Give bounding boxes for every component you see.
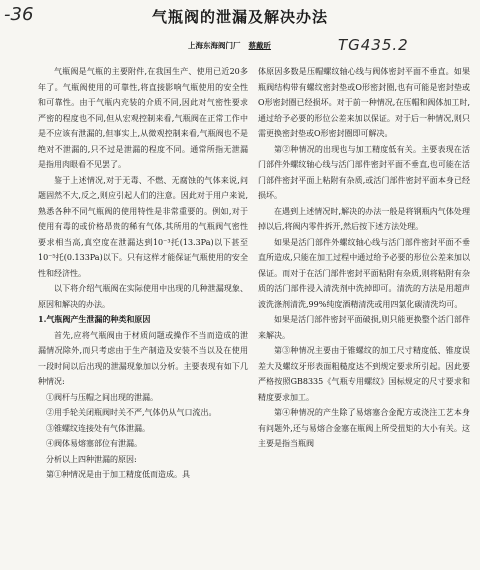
paragraph: 第②种情况的出现也与加工精度低有关。主要表现在活门部件外螺纹轴心线与活门部件密封平面不垂直,也可能在活门部件密封平面上粘附有杂质,或活门部件密封平面本身已经损坏。 xyxy=(258,144,470,200)
paragraph: 首先,应将气瓶阀由于材质问题或操作不当而造成的泄漏情况除外,而只考虑由于生产制造及安装不当以及在使用一段时间以后出现的泄漏现象加以分析。主要表现有如下几种情况: xyxy=(38,330,248,386)
paragraph: 以下将介绍气瓶阀在实际使用中出现的几种泄漏现象、原因和解决的办法。 xyxy=(38,284,248,309)
list-item: ①阀杆与压帽之间出现的泄漏。 xyxy=(46,392,158,402)
byline-author: 蔡戴昕 xyxy=(248,41,271,50)
paragraph: 在遇到上述情况时,解决的办法一般是将钢瓶内气体处理掉以后,将阀内零件拆开,然后按下述方法处理。 xyxy=(258,206,470,231)
right-column xyxy=(258,64,470,452)
list-item: ④阀体易熔塞部位有泄漏。 xyxy=(46,439,142,448)
handwritten-classification-code: TG435.2 xyxy=(338,36,409,54)
list-item: ③锥螺纹连接处有气体泄漏。 xyxy=(46,423,150,433)
left-column xyxy=(38,64,248,483)
article-title: 气瓶阀的泄漏及解决办法 xyxy=(151,8,328,26)
paragraph: 如果是活门部件外螺纹轴心线与活门部件密封平面不垂直所造成,只能在加工过程中通过给予必要的形位公差来加以保证。而对于在活门部件密封平面粘附有杂质,则将粘附有杂质的活门部件浸入清洗剂中洗掉即可。清洗的方法是用超声波洗涤剂清洗,99%纯度酒精清洗或用四氯化碳清洗均可。 xyxy=(258,237,470,309)
paragraph: 第①种情况是由于加工精度低而造成。具 xyxy=(46,470,190,479)
paragraph: 第④种情况的产生除了易熔塞合金配方或浇注工艺本身有问题外,还与易熔合金塞在瓶阀上所受扭矩的大小有关。这主要是指当瓶阀 xyxy=(258,408,470,448)
paragraph: 气瓶阀是气瓶的主要附件,在我国生产、使用已近20多年了。气瓶阀使用的可靠性,将直接影响气瓶使用的安全性和可靠性。由于气瓶内充装的介质不同,因此对气密性要求严密的程度也不同,但从宏观控制来看,气瓶阀在正常工作中是不应该有泄漏的,但事实上,从微观控制来看,气瓶阀也不是绝对不泄漏的,只不过是泄漏的程度不同。通常所指无泄漏是指用肉眼看不见罢了。 xyxy=(38,67,248,169)
paragraph: 鉴于上述情况,对于无毒、不燃、无腐蚀的气体来说,问题固然不大,反之,则应引起人们的注意。因此对于用户来说,熟悉各种不同气瓶阀的使用特性是非常重要的。例如,对于使用有毒的或价格昂贵的稀有气体,其所用的气瓶阀气密性要求相当高,真空度在泄漏达到10⁻³托(13.3Pa)以下甚至10⁻⁵托(0.133Pa)以下。只有这样才能保证气瓶使用的安全性和经济性。 xyxy=(38,175,248,278)
paragraph: 第③种情况主要由于锥螺纹的加工尺寸精度低、锥度误差大及螺纹牙形表面粗糙度达不到规定要求所引起。因此要严格按照GB8335《气瓶专用螺纹》国标规定的尺寸要求和精度要求加工。 xyxy=(258,346,470,402)
paragraph: 如果是活门部件密封平面破损,则只能更换整个活门部件来解决。 xyxy=(258,315,470,340)
paragraph: 分析以上四种泄漏的原因: xyxy=(46,454,137,464)
paragraph: 体原因多数是压帽螺纹轴心线与阀体密封平面不垂直。如果瓶阀结构带有螺纹密封垫或O形密封圈,也有可能是密封垫或O形密封圈已经损坏。对于前一种情况,在压帽和阀体加工时,通过给予必要的形位公差来加以保证。对于后一种情况,则只需更换密封垫或O形密封圈即可解决。 xyxy=(258,67,470,138)
list-item: ②用手轮关闭瓶阀时关不严,气体仍从气口流出。 xyxy=(46,408,217,417)
byline xyxy=(188,40,271,51)
section-heading: 1.气瓶阀产生泄漏的种类和原因 xyxy=(38,314,151,324)
handwritten-page-marker: -36 xyxy=(4,4,34,25)
byline-organization: 上海东海阀门厂 xyxy=(188,41,241,50)
